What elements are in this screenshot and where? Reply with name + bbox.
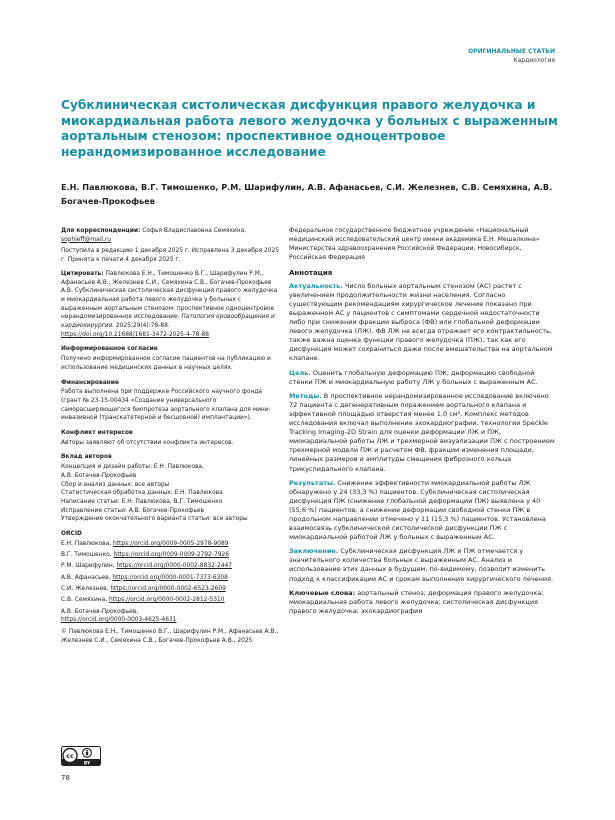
metadata-column	[61, 227, 281, 645]
orcid-link[interactable]: https://orcid.org/0000-0003-4625-4631	[61, 617, 177, 624]
contribution-line: Статистическая обработка данных: Е.Н. Павлюкова	[61, 490, 223, 497]
orcid-author: С.В. Семяхина,	[61, 597, 110, 604]
page-number: 78	[61, 774, 70, 782]
conflict-heading: Конфликт интересов	[61, 430, 133, 437]
orcid-entry	[61, 562, 281, 571]
copyright: © Павлюкова Е.Н., Тимошенко В.Г., Шарифулин Р.М., Афанасьев А.В., Железнев С.И., Семяхина С.В., Богачев-Прокофьев А.В., 2025	[61, 628, 279, 644]
correspondence-email[interactable]: sophieff@mail.ru	[61, 236, 112, 243]
results-label: Результаты.	[289, 478, 336, 487]
orcid-link[interactable]: https://orcid.org/0000-0001-7373-6308	[112, 574, 228, 581]
relevance-label: Актуальность.	[289, 281, 343, 290]
conflict-text: Авторы заявляют об отсутствии конфликта интересов.	[61, 439, 234, 446]
citation-details: 2025;29(4):78-88.	[115, 323, 170, 330]
orcid-link[interactable]: https://orcid.org/0009-0005-2978-9089	[113, 540, 229, 547]
funding-text: Работа выполнена при поддержке Российского научного фонда (грант № 23-15-00434 «Создание универсального саморасширяющегося биопротеза аортального клапана для мини-инвазивной (транскатетерной и бесшовной) имплантации»).	[61, 389, 271, 422]
orcid-heading: ORCID	[61, 531, 82, 538]
orcid-entry	[61, 551, 281, 560]
orcid-author: А.В. Афанасьев,	[61, 574, 113, 581]
contribution-line: Исправление статьи: А.В. Богачев-Прокофьев	[61, 507, 205, 514]
methods-text: В проспективное нерандомизированное исследование включено 72 пациента с дегенеративным поражением аортального клапана и эффективной площадью отверстия менее 1,0 см². Комплекс методов исследования включал выполнение эхокардиографии, технологии Speckle Tracking Imaging-2D Strain для оценки деформации ЛЖ и ПЖ, миокардиальной работы ЛЖ и трехмерной визуализации ПЖ с построением трехмерной модели ПЖ и расчетом ФВ, фракции изменения площади, линейных размеров и амплитуды смещения фиброзного кольца трикуспидального клапана.	[289, 391, 555, 473]
annotation-heading: Аннотация	[289, 268, 333, 277]
relevance-text: Число больных аортальным стенозом (АС) растет с увеличением продолжительности жизни населения. Согласно существующим рекомендациям хирургическое лечение показано при выраженном АС у пациентов с симптомами сердечной недостаточности либо при снижении фракции выброса (ФВ) или глобальной деформации левого желудочка (ЛЖ). ФВ ЛЖ не всегда отражает его контрактильность, также важна оценка функции правого желудочка (ПЖ), так как его дисфункция может сохраниться даже после вмешательства на аортальном клапане.	[289, 281, 553, 363]
results-text: Снижение эффективности миокардиальной работы ЛЖ обнаружено у 24 (33,3 %) пациентов. Субклиническая систолическая дисфункция ПЖ (снижение глобальной деформации ПЖ) выявлена у 40 (55,6 %) пациентов, а снижение деформации свободной стенки ПЖ в продольном направлении отмечено у 11 (15,3 %) пациентов. Установлена взаимосвязь субклинической систолической дисфункции ПЖ с миокардиальной работой ЛЖ у больных с выраженным АС.	[289, 478, 546, 542]
orcid-link[interactable]: https://orcid.org/0000-0002-8832-2447	[116, 563, 232, 570]
abstract-conclusion	[289, 547, 557, 583]
subsection-label: Кардиология	[513, 57, 555, 64]
contribution-line: Концепция и дизайн работы: Е.Н. Павлюкова,	[61, 464, 204, 471]
section-tag	[468, 47, 555, 65]
institution: Федеральное государственное бюджетное учреждение «Национальный медицинский исследовательский центр имени академика Е.Н. Мешалкина» Министерства здравоохранения Российской Федерации, Новосибирск, Российская Федерация	[289, 227, 540, 261]
conclusion-text: Субклиническая дисфункция ЛЖ и ПЖ отмечается у значительного количества больных с выраженным АС. Анализ и использование этих данных в будущем, по-видимому, позволит изменить подход к классификации АС и срокам выполнения хирургического лечения.	[289, 547, 554, 583]
citation-journal: Патология кровообращения и кардиохирургия.	[61, 314, 275, 330]
orcid-author: Е.Н. Павлюкова,	[61, 540, 113, 547]
person-icon-body	[86, 752, 88, 755]
orcid-entry	[61, 596, 281, 605]
abstract-aim	[289, 369, 557, 387]
abstract-methods	[289, 392, 557, 474]
orcid-author: С.И. Железнев,	[61, 585, 111, 592]
orcid-link[interactable]: https://orcid.org/0009-0009-2792-7926	[113, 552, 229, 559]
contribution-line: Утверждение окончательного варианта статьи: все авторы	[61, 516, 248, 523]
contribution-line: Написание статьи: Е.Н. Павлюкова, В.Г. Тимошенко	[61, 498, 223, 505]
orcid-author: Р.М. Шарифулин,	[61, 563, 117, 570]
section-label: ОРИГИНАЛЬНЫЕ СТАТЬИ	[468, 48, 555, 55]
correspondence	[61, 227, 281, 244]
cc-by-license-icon[interactable]	[61, 746, 101, 766]
orcid-link[interactable]: https://orcid.org/0000-0002-2812-5310	[109, 597, 225, 604]
orcid-entry	[61, 540, 281, 549]
citation-text: Павлюкова Е.Н., Тимошенко В.Г., Шарифулин Р.М., Афанасьев А.В., Железнев С.И., Семяхина С.В., Богачев-Прокофьев А.В. Субклиническая систолическая дисфункция правого желудочка и миокардиальная работа левого желудочка у больных с выраженным аортальным стенозом: проспективное одноцентровое нерандомизированное исследование.	[61, 270, 278, 321]
by-mark: BY	[83, 761, 91, 766]
citation-doi-link[interactable]: https://doi.org/10.21688/1681-3472-2025-4-78-88	[61, 331, 210, 338]
conclusion-label: Заключение.	[289, 547, 339, 556]
contribution-line: А.В. Богачев-Прокофьев	[61, 472, 137, 479]
orcid-entry	[61, 585, 281, 594]
abstract-keywords	[289, 589, 557, 616]
orcid-author: В.Г. Тимошенко,	[61, 552, 114, 559]
orcid-entry	[61, 608, 281, 625]
funding-heading: Финансирование	[61, 379, 119, 386]
keywords-text: аортальный стеноз; деформация правого желудочка; миокардиальная работа левого желудочка; систолическая дисфункция правого желудочка; эхокардиография	[289, 588, 544, 615]
abstract-column	[289, 227, 557, 621]
orcid-link[interactable]: https://orcid.org/0000-0002-6523-2609	[110, 585, 226, 592]
abstract-relevance	[289, 282, 557, 364]
consent-text: Получено информированное согласие пациентов на публикацию и использование медицинских данных в научных целях.	[61, 356, 271, 371]
article-dates: Поступила в редакцию 1 декабря 2025 г. Исправлена 3 декабря 2025 г. Принята к печати 4 декабря 2025 г.	[61, 248, 280, 264]
person-icon-head	[86, 750, 88, 752]
citation-label: Цитировать:	[61, 270, 104, 277]
correspondence-name: Софья Владиславовна Семяхина,	[142, 228, 247, 234]
aim-label: Цель.	[289, 368, 311, 377]
cc-mark: cc	[66, 752, 74, 760]
consent-heading: Информированное согласие	[61, 346, 158, 353]
aim-text: Оценить глобальную деформацию ПЖ, деформацию свободной стенки ПЖ и миокардиальную работу ЛЖ у больных с выраженным АС.	[289, 368, 538, 386]
abstract-results	[289, 479, 557, 543]
correspondence-label: Для корреспонденции:	[61, 228, 141, 234]
keywords-label: Ключевые слова:	[289, 588, 356, 597]
contribution-line: Сбор и анализ данных: все авторы	[61, 481, 170, 488]
methods-label: Методы.	[289, 391, 322, 400]
orcid-entry	[61, 574, 281, 583]
contribution-heading: Вклад авторов	[61, 454, 112, 461]
citation	[61, 270, 281, 340]
orcid-author: А.В. Богачев-Прокофьев,	[61, 608, 139, 615]
author-list: Е.Н. Павлюкова, В.Г. Тимошенко, Р.М. Шарифулин, А.В. Афанасьев, С.И. Железнев, С.В. Семяхина, А.В. Богачев-Прокофьев	[61, 182, 553, 206]
article-title: Субклиническая систолическая дисфункция правого желудочка и миокардиальная работа левого желудочка у больных с выраженным аортальным стенозом: проспективное одноцентровое нерандомизированное исследование	[61, 98, 558, 159]
